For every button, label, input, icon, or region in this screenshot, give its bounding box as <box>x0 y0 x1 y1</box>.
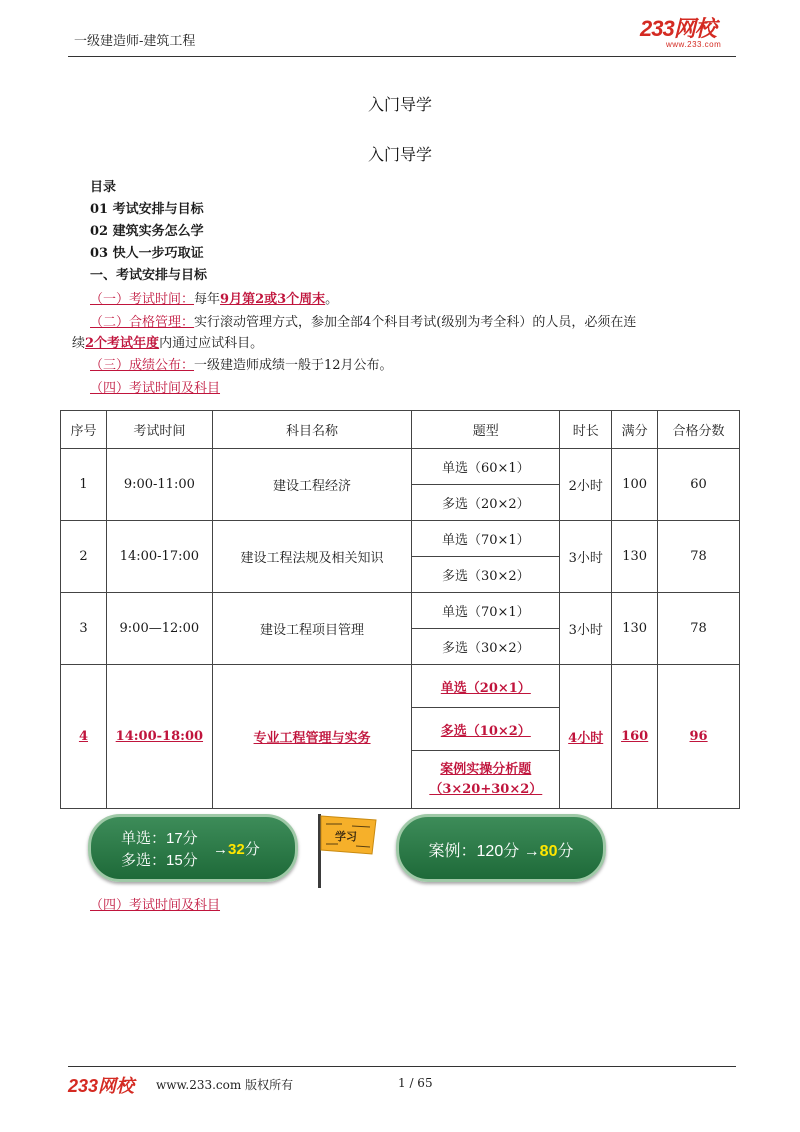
qualification-label: （二）合格管理： <box>90 315 195 330</box>
table-row <box>61 449 740 485</box>
cell-question-type: 多选（10×2） <box>412 708 560 751</box>
exam-time-paragraph: （一）考试时间：每年9月第2或3个周末。 <box>90 292 339 307</box>
results-paragraph: （三）成绩公布：一级建造师成绩一般于12月公布。 <box>90 358 393 373</box>
exam-schedule-table <box>60 410 740 809</box>
choice-total: →32分 <box>213 841 260 858</box>
study-flag-icon <box>312 810 382 888</box>
cell-time: 9:00—12:00 <box>106 593 212 665</box>
cell-subject: 建设工程项目管理 <box>212 593 412 665</box>
case-score: 案例：120分 →80分 <box>428 843 574 860</box>
cell-pass-score: 78 <box>658 521 740 593</box>
cell-no: 1 <box>61 449 107 521</box>
column-header: 科目名称 <box>212 411 412 449</box>
cell-pass-score: 60 <box>658 449 740 521</box>
cell-question-type: 多选（30×2） <box>412 629 560 665</box>
multi-choice-score: 多选：15分 <box>121 852 198 869</box>
cell-time: 14:00-18:00 <box>106 665 212 809</box>
cell-subject: 专业工程管理与实务 <box>212 665 412 809</box>
cell-full-score: 100 <box>612 449 658 521</box>
cell-duration: 3小时 <box>560 593 612 665</box>
page-number: 1 / 65 <box>398 1076 433 1090</box>
cell-full-score: 130 <box>612 593 658 665</box>
exam-time-label: （一）考试时间： <box>90 292 195 307</box>
cell-question-type: 单选（20×1） <box>412 665 560 708</box>
brand-logo <box>640 18 736 48</box>
cell-question-type: 多选（30×2） <box>412 557 560 593</box>
exam-schedule-heading: （四）考试时间及科目 <box>90 381 221 396</box>
cell-duration: 3小时 <box>560 521 612 593</box>
cell-time: 9:00-11:00 <box>106 449 212 521</box>
cell-pass-score: 96 <box>658 665 740 809</box>
logo-url: www.233.com <box>666 40 722 49</box>
column-header: 题型 <box>412 411 560 449</box>
column-header: 合格分数 <box>658 411 740 449</box>
cell-question-type: 案例实操分析题 （3×20+30×2） <box>412 751 560 809</box>
cell-duration: 4小时 <box>560 665 612 809</box>
footer-divider <box>68 1066 736 1067</box>
toc-heading: 目录 <box>90 180 117 195</box>
column-header: 序号 <box>61 411 107 449</box>
cell-subject: 建设工程法规及相关知识 <box>212 521 412 593</box>
cell-full-score: 130 <box>612 521 658 593</box>
toc-item: 02 建筑实务怎么学 <box>90 224 204 239</box>
cell-question-type: 单选（60×1） <box>412 449 560 485</box>
header-divider <box>68 56 736 57</box>
document-title: 入门导学 <box>367 95 432 114</box>
section-heading: 一、考试安排与目标 <box>90 268 208 283</box>
table-row <box>61 521 740 557</box>
table-row <box>61 665 740 708</box>
qualification-paragraph-cont: 续2个考试年度内通过应试科目。 <box>72 336 264 351</box>
document-subtitle: 入门导学 <box>367 145 432 164</box>
qualification-paragraph: （二）合格管理：实行滚动管理方式，参加全部4个科目考试(级别为考全科）的人员，必须在连 <box>90 315 637 330</box>
cell-pass-score: 78 <box>658 593 740 665</box>
column-header: 考试时间 <box>106 411 212 449</box>
cell-no: 4 <box>61 665 107 809</box>
choice-score-badge <box>88 814 298 882</box>
cell-subject: 建设工程经济 <box>212 449 412 521</box>
cell-question-type: 多选（20×2） <box>412 485 560 521</box>
header-title: 一级建造师-建筑工程 <box>74 34 196 49</box>
toc-item: 03 快人一步巧取证 <box>90 246 204 261</box>
table-header-row <box>61 411 740 449</box>
column-header: 满分 <box>612 411 658 449</box>
footer-copyright: www.233.com 版权所有 <box>156 1078 294 1092</box>
cell-no: 2 <box>61 521 107 593</box>
single-choice-score: 单选：17分 <box>121 830 198 847</box>
footer-logo: 233网校 <box>68 1076 135 1096</box>
logo-text: 233网校 <box>640 16 716 41</box>
table-row <box>61 593 740 629</box>
exam-time-highlight: 9月第2或3个周末 <box>220 292 326 307</box>
cell-question-type: 单选（70×1） <box>412 593 560 629</box>
exam-schedule-heading-repeat: （四）考试时间及科目 <box>90 898 221 913</box>
cell-duration: 2小时 <box>560 449 612 521</box>
results-label: （三）成绩公布： <box>90 358 195 373</box>
toc-item: 01 考试安排与目标 <box>90 202 204 217</box>
case-score-badge <box>396 814 606 882</box>
cell-no: 3 <box>61 593 107 665</box>
column-header: 时长 <box>560 411 612 449</box>
qualification-highlight: 2个考试年度 <box>85 336 160 351</box>
cell-full-score: 160 <box>612 665 658 809</box>
svg-text:学习: 学习 <box>335 830 357 843</box>
cell-question-type: 单选（70×1） <box>412 521 560 557</box>
cell-time: 14:00-17:00 <box>106 521 212 593</box>
